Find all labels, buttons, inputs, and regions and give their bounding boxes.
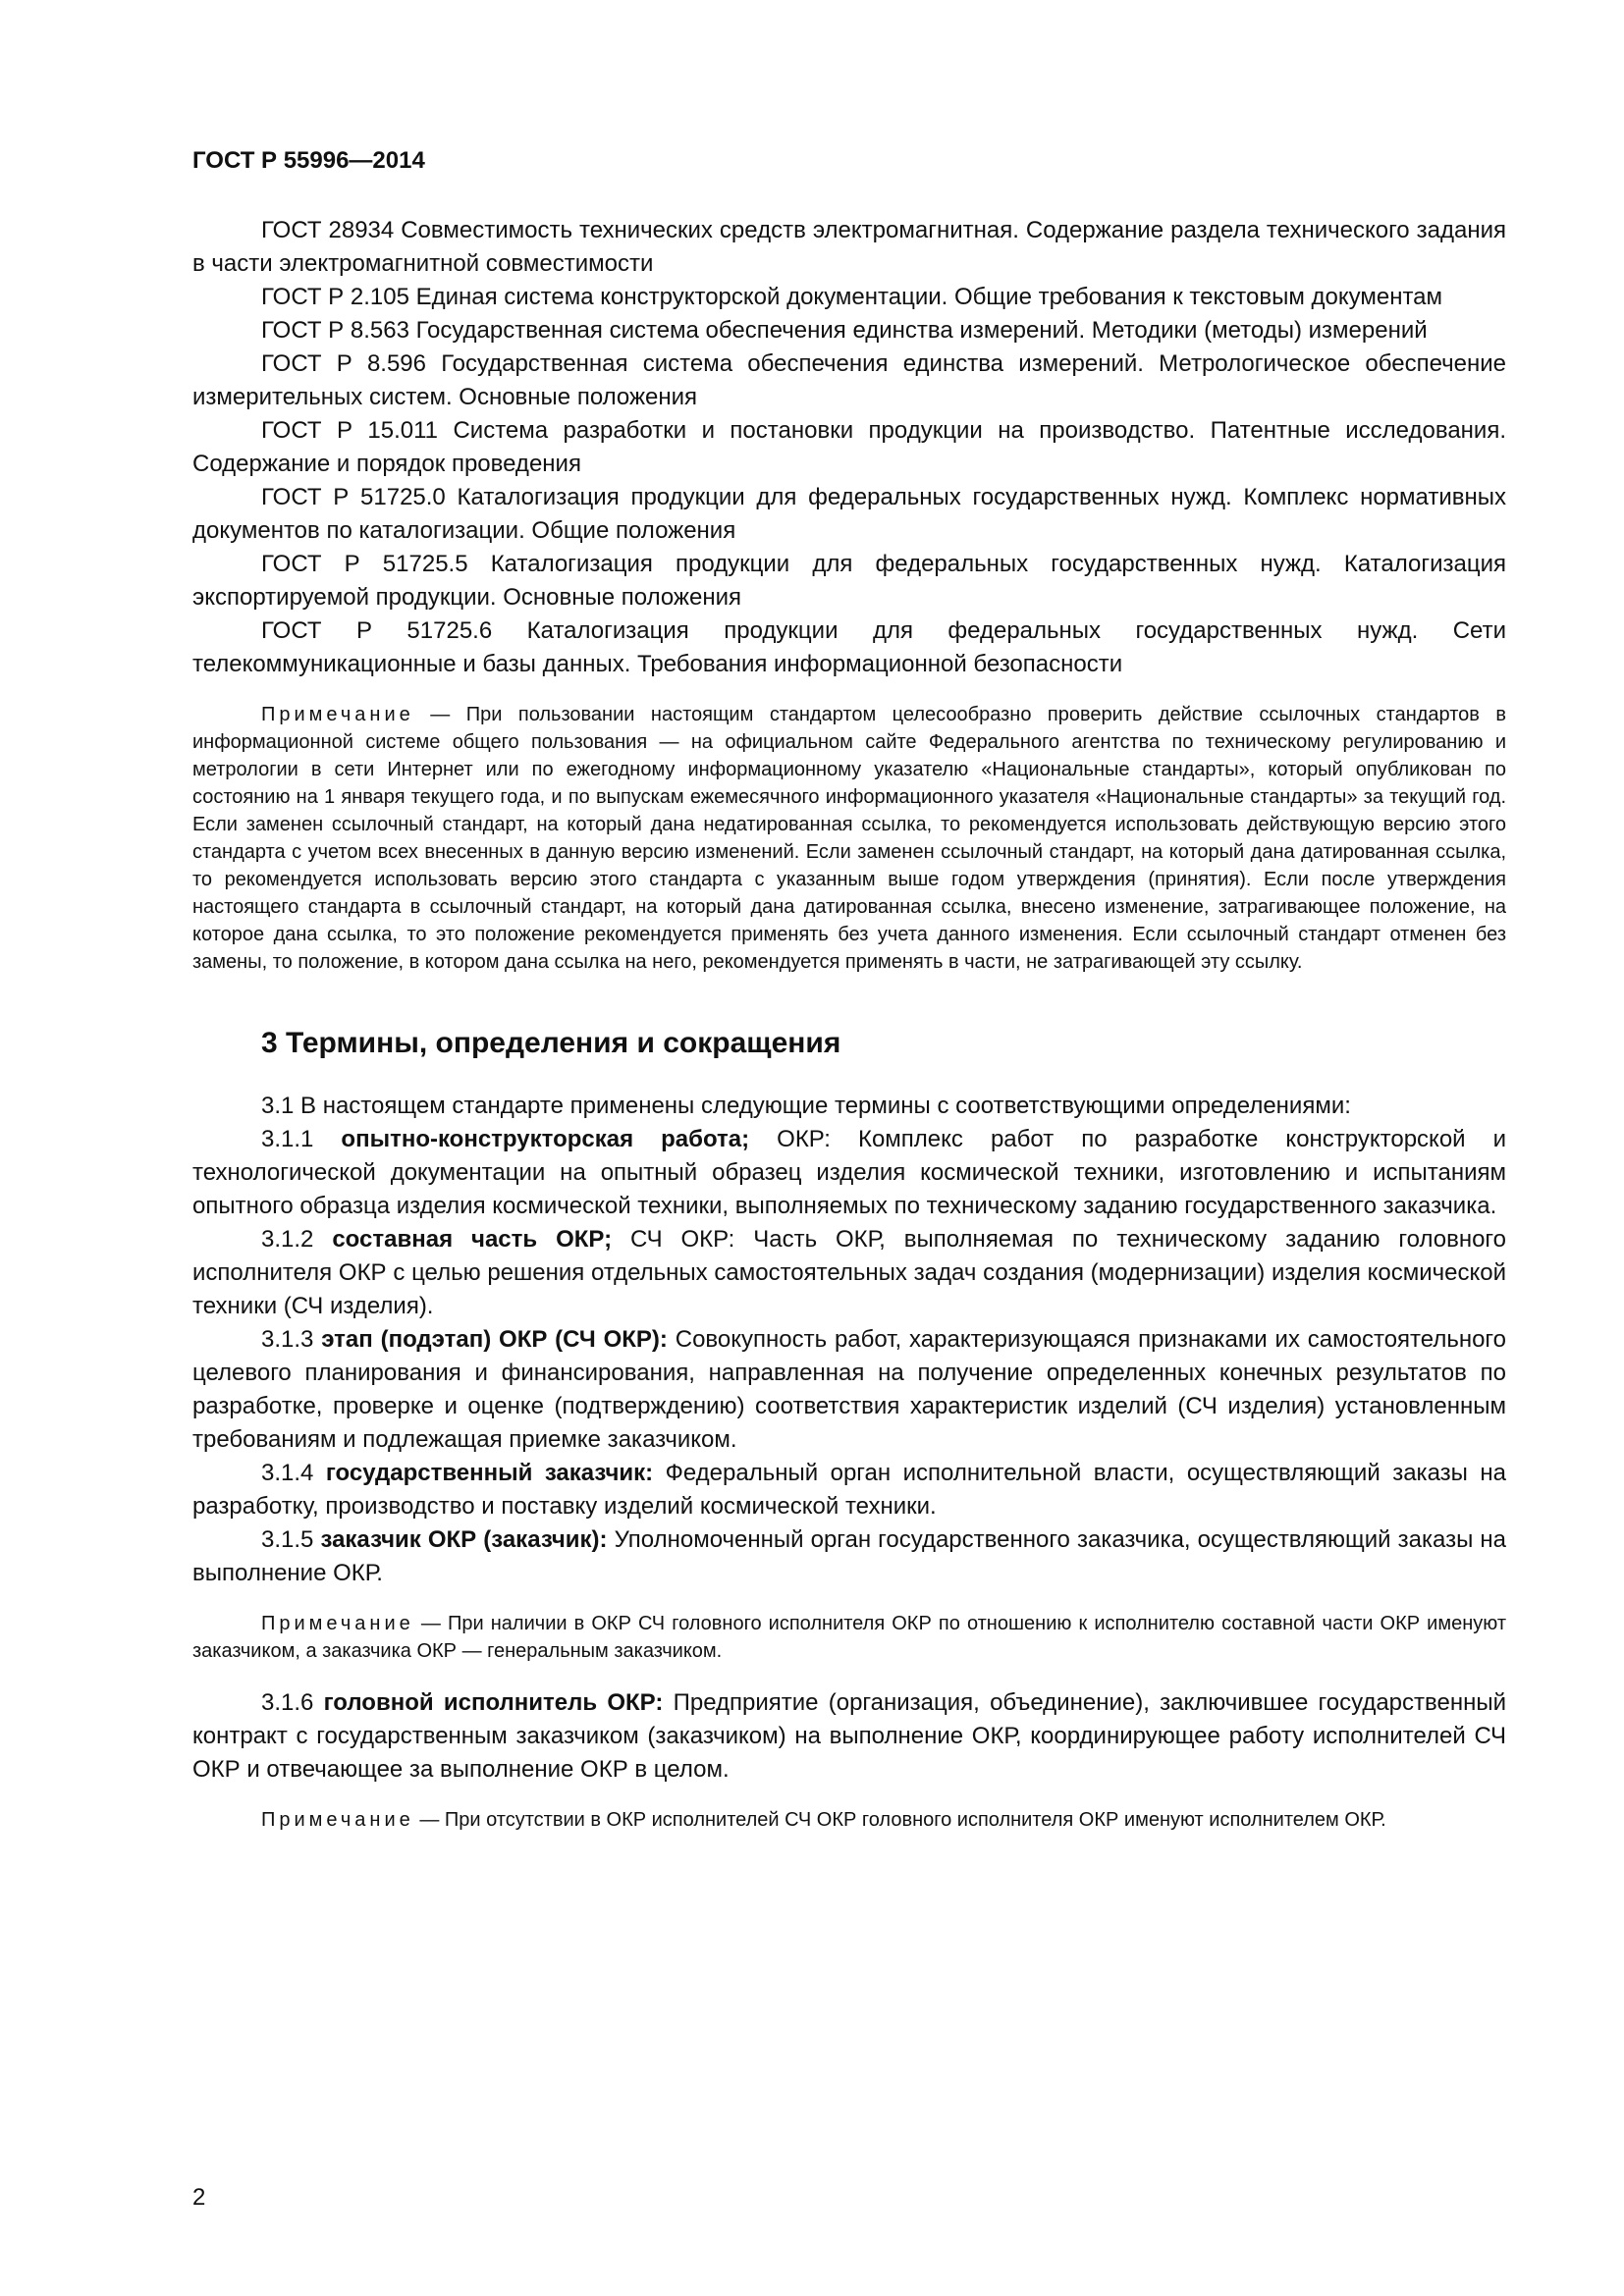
term-3-1-4 bbox=[192, 1457, 1506, 1523]
references-list bbox=[192, 214, 1506, 681]
term-definition: Совокупность работ, характеризующаяся признаками их самостоятельного целевого планирования и финансирования, направленная на получение определенных конечных результатов по разработке, проверке и оценке (подтверждению) соответствия характеристик изделий (СЧ изделия) установленным требованиям и подлежащая приемке заказчиком. bbox=[192, 1326, 1507, 1453]
document-header: ГОСТ Р 55996—2014 bbox=[192, 147, 425, 174]
reference-item: ГОСТ Р 15.011 Система разработки и постановки продукции на производство. Патентные исследования. Содержание и порядок проведения bbox=[192, 417, 1506, 477]
reference-item: ГОСТ Р 8.563 Государственная система обеспечения единства измерений. Методики (методы) измерений bbox=[261, 317, 1428, 344]
section-title: 3 Термины, определения и сокращения bbox=[261, 1027, 841, 1059]
reference-item: ГОСТ Р 51725.6 Каталогизация продукции для федеральных государственных нужд. Сети телекоммуникационные и базы данных. Требования информационной безопасности bbox=[192, 617, 1506, 677]
page-number: 2 bbox=[192, 2184, 206, 2211]
term-number: 3.1.4 bbox=[261, 1460, 314, 1486]
term-number: 3.1.5 bbox=[261, 1526, 314, 1553]
term-definition: Уполномоченный орган государственного заказчика, осуществляющий заказы на выполнение ОКР. bbox=[192, 1526, 1507, 1586]
reference-item: ГОСТ Р 2.105 Единая система конструкторской документации. Общие требования к текстовым документам bbox=[261, 284, 1443, 310]
term-number: 3.1.1 bbox=[261, 1126, 314, 1152]
term-name: головной исполнитель ОКР: bbox=[323, 1689, 664, 1716]
note-text: — При пользовании настоящим стандартом целесообразно проверить действие ссылочных стандартов в информационной системе общего пользования — на официальном сайте Федерального агентства по техническому регулированию и метрологии в сети Интернет или по ежегодному информационному указателю «Национальные стандарты», который опубликован по состоянию на 1 января текущего года, и по выпускам ежемесячного информационного указателя «Национальные стандарты» за текущий год. Если заменен ссылочный стандарт, на который дана недатированная ссылка, то рекомендуется использовать действующую версию этого стандарта с учетом всех внесенных в данную версию изменений. Если заменен ссылочный стандарт, на который дана датированная ссылка, то рекомендуется использовать версию этого стандарта с указанным выше годом утверждения (принятия). Если после утверждения настоящего стандарта в ссылочный стандарт, на который дана датированная ссылка, внесено изменение, затрагивающее положение, на которое дана ссылка, то это положение рекомендуется применять без учета данного изменения. Если ссылочный стандарт отменен без замены, то положение, в котором дана ссылка на него, рекомендуется применять в части, не затрагивающей эту ссылку. bbox=[192, 704, 1506, 973]
term-number: 3.1.3 bbox=[261, 1326, 314, 1353]
document-page bbox=[192, 147, 1506, 1834]
term-definition: ОКР: Комплекс работ по разработке конструкторской и технологической документации на опытный образец изделия космической техники, изготовлению и испытаниям опытного образца изделия космической техники, выполняемых по техническому заданию государственного заказчика. bbox=[192, 1126, 1507, 1219]
term-name: государственный заказчик: bbox=[325, 1460, 654, 1486]
reference-item: ГОСТ Р 8.596 Государственная система обеспечения единства измерений. Метрологическое обеспечение измерительных систем. Основные положения bbox=[192, 350, 1506, 410]
term-name: этап (подэтап) ОКР (СЧ ОКР): bbox=[321, 1326, 668, 1353]
note-label: Примечание bbox=[261, 704, 414, 725]
terms-intro: 3.1 В настоящем стандарте применены следующие термины с соответствующими определениями: bbox=[261, 1093, 1351, 1119]
term-3-1-2 bbox=[192, 1223, 1506, 1323]
term-number: 3.1.2 bbox=[261, 1226, 314, 1253]
term-definition: Федеральный орган исполнительной власти, осуществляющий заказы на разработку, производство и поставку изделий космической техники. bbox=[192, 1460, 1506, 1520]
note-executor bbox=[192, 1806, 1506, 1834]
reference-item: ГОСТ 28934 Совместимость технических средств электромагнитная. Содержание раздела технического задания в части электромагнитной совместимости bbox=[192, 217, 1506, 277]
note-label: Примечание bbox=[261, 1809, 414, 1831]
note-label: Примечание bbox=[261, 1613, 414, 1634]
term-name: опытно-конструкторская работа; bbox=[341, 1126, 750, 1152]
term-name: составная часть ОКР; bbox=[332, 1226, 613, 1253]
term-3-1-1 bbox=[192, 1123, 1506, 1223]
note-text: — При наличии в ОКР СЧ головного исполнителя ОКР по отношению к исполнителю составной части ОКР именуют заказчиком, а заказчика ОКР — генеральным заказчиком. bbox=[192, 1613, 1506, 1662]
reference-item: ГОСТ Р 51725.5 Каталогизация продукции для федеральных государственных нужд. Каталогизация экспортируемой продукции. Основные положения bbox=[192, 551, 1506, 611]
term-3-1-5 bbox=[192, 1523, 1506, 1590]
note-references bbox=[192, 701, 1506, 976]
term-3-1-6 bbox=[192, 1686, 1506, 1787]
term-definition: СЧ ОКР: Часть ОКР, выполняемая по техническому заданию головного исполнителя ОКР с целью решения отдельных самостоятельных задач создания (модернизации) изделия космической техники (СЧ изделия). bbox=[192, 1226, 1506, 1319]
note-text: — При отсутствии в ОКР исполнителей СЧ ОКР головного исполнителя ОКР именуют исполнителем ОКР. bbox=[419, 1809, 1386, 1831]
term-number: 3.1.6 bbox=[261, 1689, 314, 1716]
term-definition: Предприятие (организация, объединение), заключившее государственный контракт с государственным заказчиком (заказчиком) на выполнение ОКР, координирующее работу исполнителей СЧ ОКР и отвечающее за выполнение ОКР в целом. bbox=[192, 1689, 1506, 1783]
note-customer bbox=[192, 1610, 1506, 1665]
term-3-1-3 bbox=[192, 1323, 1506, 1457]
reference-item: ГОСТ Р 51725.0 Каталогизация продукции для федеральных государственных нужд. Комплекс нормативных документов по каталогизации. Общие положения bbox=[192, 484, 1506, 544]
term-name: заказчик ОКР (заказчик): bbox=[320, 1526, 608, 1553]
